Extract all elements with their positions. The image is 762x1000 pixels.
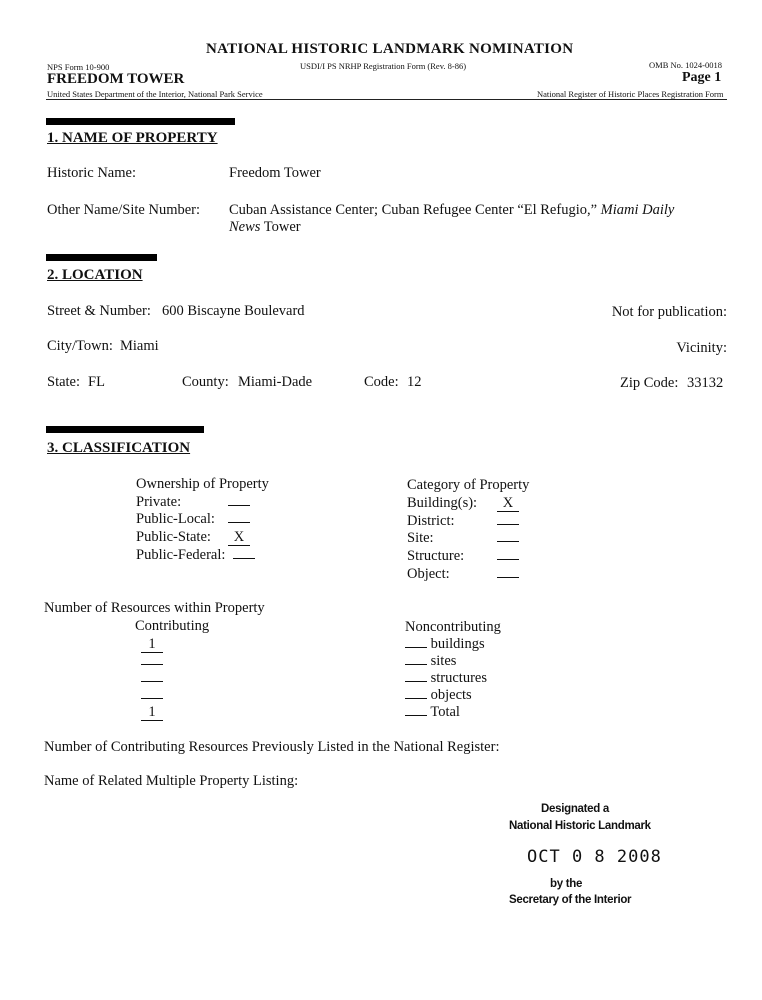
category-object-mark[interactable] — [497, 566, 519, 583]
section-3-heading: 3. CLASSIFICATION — [47, 440, 191, 456]
noncontributing-structures[interactable]: structures — [405, 670, 487, 687]
noncontributing-sites[interactable]: sites — [405, 653, 456, 670]
zip-label: Zip Code: — [620, 375, 679, 391]
contributing-sites[interactable] — [141, 653, 163, 670]
historic-name-value: Freedom Tower — [229, 165, 321, 181]
code-value: 12 — [407, 374, 422, 390]
section-1-heading: 1. NAME OF PROPERTY — [47, 130, 218, 146]
ownership-public-state: Public-State: — [136, 529, 211, 545]
stamp-designated: Designated a — [541, 803, 609, 815]
other-name-label: Other Name/Site Number: — [47, 202, 201, 218]
header-divider — [46, 99, 727, 100]
category-object: Object: — [407, 566, 450, 582]
other-name-value-line1: Cuban Assistance Center; Cuban Refugee Center “El Refugio,” Miami Daily — [229, 202, 675, 218]
omb-number: OMB No. 1024-0018 — [649, 60, 722, 70]
category-building: Building(s): — [407, 495, 478, 511]
zip-value: 33132 — [687, 375, 724, 391]
contributing-title: Contributing — [135, 618, 210, 634]
category-title: Category of Property — [407, 477, 530, 493]
category-district-mark[interactable] — [497, 513, 519, 530]
stamp-secretary: Secretary of the Interior — [509, 894, 632, 906]
state-value: FL — [88, 374, 105, 390]
property-name-header: FREEDOM TOWER — [47, 71, 185, 87]
ownership-title: Ownership of Property — [136, 476, 269, 492]
category-building-mark[interactable]: X — [497, 495, 519, 512]
ownership-public-local: Public-Local: — [136, 511, 215, 527]
category-structure-mark[interactable] — [497, 548, 519, 565]
ownership-public-federal-mark[interactable] — [233, 547, 255, 564]
section-1-bar — [46, 118, 235, 125]
stamp-landmark: National Historic Landmark — [509, 820, 651, 832]
vicinity-label: Vicinity: — [676, 340, 727, 356]
noncontributing-title: Noncontributing — [405, 619, 501, 635]
ownership-public-federal: Public-Federal: — [136, 547, 226, 563]
noncontributing-buildings[interactable]: buildings — [405, 636, 485, 653]
street-value: 600 Biscayne Boulevard — [162, 303, 305, 319]
resources-title: Number of Resources within Property — [44, 600, 265, 616]
category-district: District: — [407, 513, 455, 529]
contributing-structures[interactable] — [141, 670, 163, 687]
register-line: National Register of Historic Places Registration Form — [537, 89, 724, 99]
category-structure: Structure: — [407, 548, 465, 564]
noncontributing-total[interactable]: Total — [405, 704, 460, 721]
related-listing: Name of Related Multiple Property Listing: — [44, 773, 299, 789]
state-label: State: — [47, 374, 81, 390]
contributing-buildings[interactable]: 1 — [141, 636, 163, 653]
section-2-bar — [46, 254, 157, 261]
ownership-public-local-mark[interactable] — [228, 511, 250, 528]
not-for-publication: Not for publication: — [611, 304, 727, 320]
previously-listed: Number of Contributing Resources Previously Listed in the National Register: — [44, 739, 500, 755]
ownership-private: Private: — [136, 494, 182, 510]
category-site: Site: — [407, 530, 434, 546]
page-label: Page 1 — [682, 70, 722, 85]
form-id: NPS Form 10-900 — [47, 62, 110, 72]
other-name-value-line2: News Tower — [229, 219, 301, 235]
county-value: Miami-Dade — [238, 374, 313, 390]
department-line: United States Department of the Interior, National Park Service — [47, 89, 263, 99]
category-site-mark[interactable] — [497, 530, 519, 547]
stamp-by-the: by the — [550, 878, 583, 890]
ownership-public-state-mark[interactable]: X — [228, 529, 250, 546]
county-label: County: — [182, 374, 229, 390]
code-label: Code: — [364, 374, 399, 390]
ownership-private-mark[interactable] — [228, 494, 250, 511]
form-main-title: NATIONAL HISTORIC LANDMARK NOMINATION — [206, 41, 574, 57]
historic-name-label: Historic Name: — [47, 165, 136, 181]
form-revision: USDI/I PS NRHP Registration Form (Rev. 8-86) — [300, 61, 467, 71]
section-3-bar — [46, 426, 204, 433]
city-label: City/Town: — [47, 338, 113, 354]
street-label: Street & Number: — [47, 303, 151, 319]
section-2-heading: 2. LOCATION — [47, 267, 143, 283]
stamp-date: OCT 0 8 2008 — [527, 847, 662, 867]
city-value: Miami — [120, 338, 159, 354]
contributing-total[interactable]: 1 — [141, 704, 163, 721]
contributing-objects[interactable] — [141, 687, 163, 704]
noncontributing-objects[interactable]: objects — [405, 687, 472, 704]
